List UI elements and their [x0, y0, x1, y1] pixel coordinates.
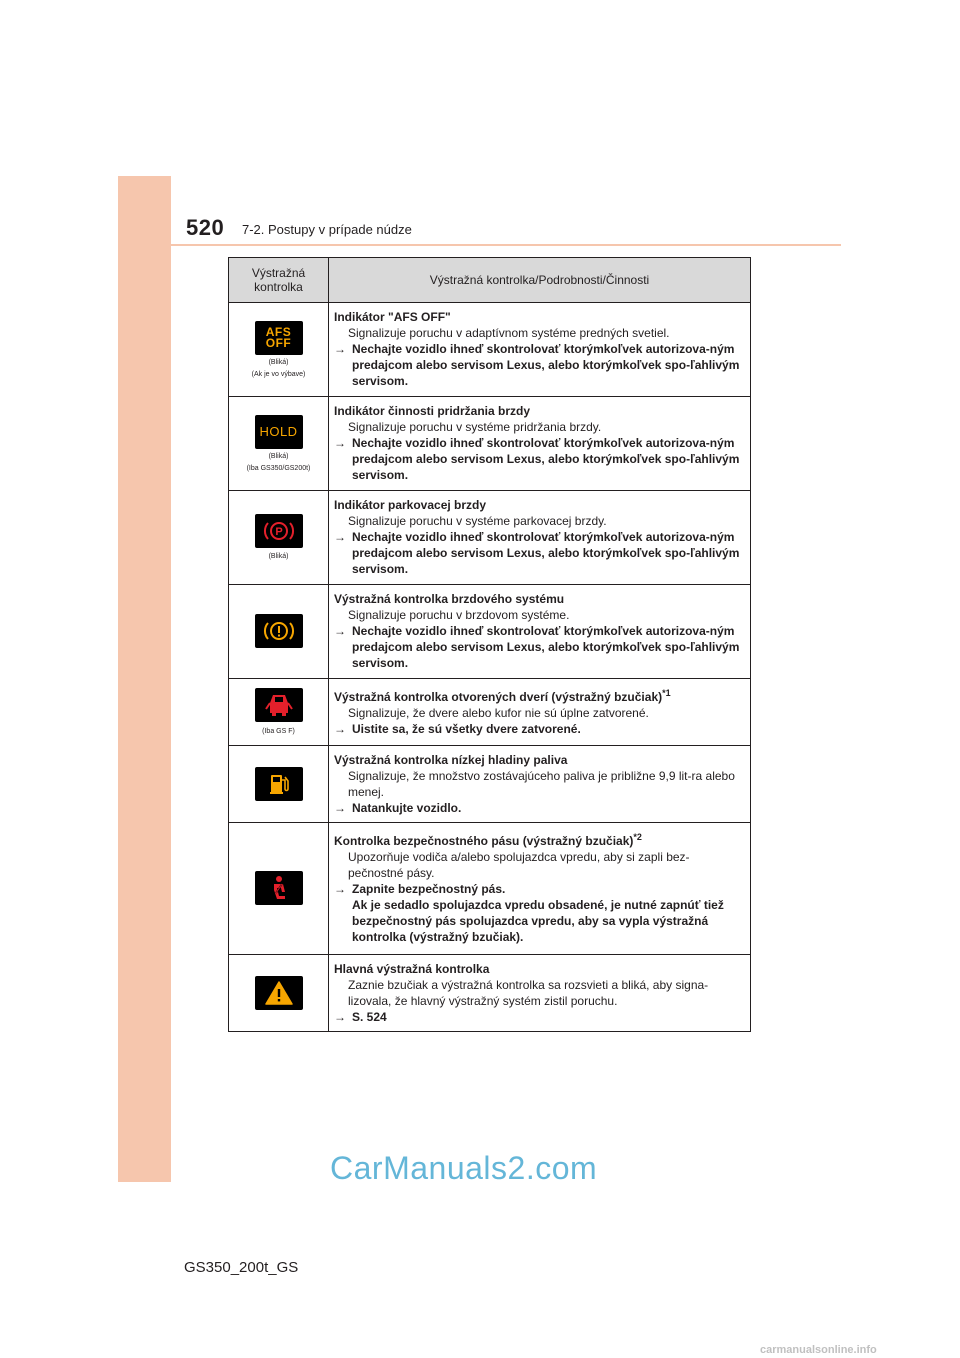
- table-row: [229, 955, 751, 1032]
- indicator-signal: Signalizuje poruchu v brzdovom systéme.: [348, 608, 570, 622]
- page-number: 520: [186, 215, 225, 240]
- indicator-signal: Signalizuje poruchu v systéme parkovacej brzdy.: [348, 514, 607, 528]
- arrow-icon: →: [334, 530, 346, 544]
- indicator-title: Hlavná výstražná kontrolka: [334, 962, 490, 976]
- indicator-action: → Zapnite bezpečnostný pás.: [334, 882, 506, 896]
- lamp-note: (Iba GS F): [262, 728, 295, 735]
- table-row: [229, 679, 751, 746]
- indicator-action: → Uistite sa, že sú všetky dvere zatvorené.: [334, 722, 581, 736]
- side-tab: [118, 176, 171, 1182]
- arrow-icon: →: [334, 801, 346, 815]
- fuel-icon: [255, 767, 303, 801]
- indicator-title: Výstražná kontrolka otvorených dverí (výstražný bzučiak)$^{*1}$: [334, 688, 671, 704]
- indicator-action: → Nechajte vozidlo ihneď skontrolovať ktorýmkoľvek autorizova-ným predajcom alebo servisom Lexus, alebo ktorýmkoľvek spo-ľahlivým servisom.: [334, 342, 740, 388]
- table-row: [229, 397, 751, 491]
- col-header-lamp: Výstražná kontrolka: [229, 258, 329, 303]
- brake-system-icon: [255, 614, 303, 648]
- indicator-action-detail: Ak je sedadlo spolujazdca vpredu obsadené, je nutné zapnúť tiež bezpečnostný pás spolujazdca vpredu, aby sa vypla výstražná kontrolka (výstražný bzučiak).: [352, 898, 724, 944]
- header-rule: [171, 244, 841, 246]
- table-row: [229, 823, 751, 955]
- arrow-icon: →: [334, 1010, 346, 1024]
- indicator-signal: Signalizuje, že množstvo zostávajúceho paliva je približne 9,9 lit-ra alebo menej.: [348, 769, 735, 799]
- arrow-icon: →: [334, 342, 346, 356]
- indicator-signal: Signalizuje, že dvere alebo kufor nie sú úplne zatvorené.: [348, 706, 649, 720]
- lamp-note: (Bliká): [268, 358, 289, 366]
- lamp-note: (Ak je vo výbave): [251, 370, 306, 378]
- indicator-signal: Signalizuje poruchu v adaptívnom systéme predných svetiel.: [348, 326, 670, 340]
- arrow-icon: →: [334, 624, 346, 638]
- col-header-details: Výstražná kontrolka/Podrobnosti/Činnosti: [329, 258, 751, 303]
- arrow-icon: →: [334, 882, 346, 896]
- indicator-title: Výstražná kontrolka brzdového systému: [334, 592, 565, 606]
- table-row: [229, 746, 751, 823]
- indicator-signal: Signalizuje poruchu v systéme pridržania brzdy.: [348, 420, 602, 434]
- indicator-action: → Nechajte vozidlo ihneď skontrolovať ktorýmkoľvek autorizova-ným predajcom alebo servisom Lexus, alebo ktorýmkoľvek spo-ľahlivým servisom.: [334, 436, 740, 482]
- parking-brake-icon: [255, 514, 303, 548]
- indicator-signal: Upozorňuje vodiča a/alebo spolujazdca vpredu, aby si zapli bez-pečnostné pásy.: [348, 850, 690, 880]
- indicator-title: Kontrolka bezpečnostného pásu (výstražný bzučiak)$^{*2}$: [334, 832, 642, 848]
- indicator-title: Výstražná kontrolka nízkej hladiny paliva: [334, 753, 568, 767]
- table-header-row: [229, 258, 751, 303]
- arrow-icon: →: [334, 722, 346, 736]
- arrow-icon: →: [334, 436, 346, 450]
- footer-model-code: GS350_200t_GS: [184, 1259, 299, 1276]
- lamp-note: (Bliká): [268, 553, 289, 560]
- lamp-note: (Bliká): [268, 452, 289, 460]
- table-row: [229, 491, 751, 585]
- seatbelt-icon: [255, 871, 303, 905]
- indicator-action: → S. 524: [334, 1010, 387, 1024]
- watermark-footer: carmanualsonline.info: [760, 1344, 877, 1356]
- indicator-action: → Nechajte vozidlo ihneď skontrolovať ktorýmkoľvek autorizova-ným predajcom alebo servisom Lexus, alebo ktorýmkoľvek spo-ľahlivým servisom.: [334, 624, 740, 670]
- indicator-action: → Natankujte vozidlo.: [334, 801, 462, 815]
- indicator-action: → Nechajte vozidlo ihneď skontrolovať ktorýmkoľvek autorizova-ným predajcom alebo servisom Lexus, alebo ktorýmkoľvek spo-ľahlivým servisom.: [334, 530, 740, 576]
- section-title: 7-2. Postupy v prípade núdze: [242, 222, 412, 237]
- watermark-logo: CarManuals2.com: [330, 1150, 598, 1186]
- open-door-icon: [255, 688, 303, 722]
- hold-icon: HOLD: [255, 415, 303, 449]
- indicator-title: Indikátor "AFS OFF": [334, 310, 451, 324]
- lamp-note: (Iba GS350/GS200t): [246, 464, 311, 472]
- warning-lights-table: [228, 257, 751, 1032]
- table-row: [229, 585, 751, 679]
- table-row: [229, 303, 751, 397]
- afs-off-icon: AFS OFF: [255, 321, 303, 355]
- indicator-signal: Zaznie bzučiak a výstražná kontrolka sa rozsvieti a bliká, aby signa-lizovala, že hlavný výstražný systém zistil poruchu.: [348, 978, 709, 1008]
- master-warning-icon: [255, 976, 303, 1010]
- svg-text:P: P: [274, 526, 283, 538]
- indicator-title: Indikátor parkovacej brzdy: [334, 498, 487, 512]
- indicator-title: Indikátor činnosti pridržania brzdy: [334, 404, 531, 418]
